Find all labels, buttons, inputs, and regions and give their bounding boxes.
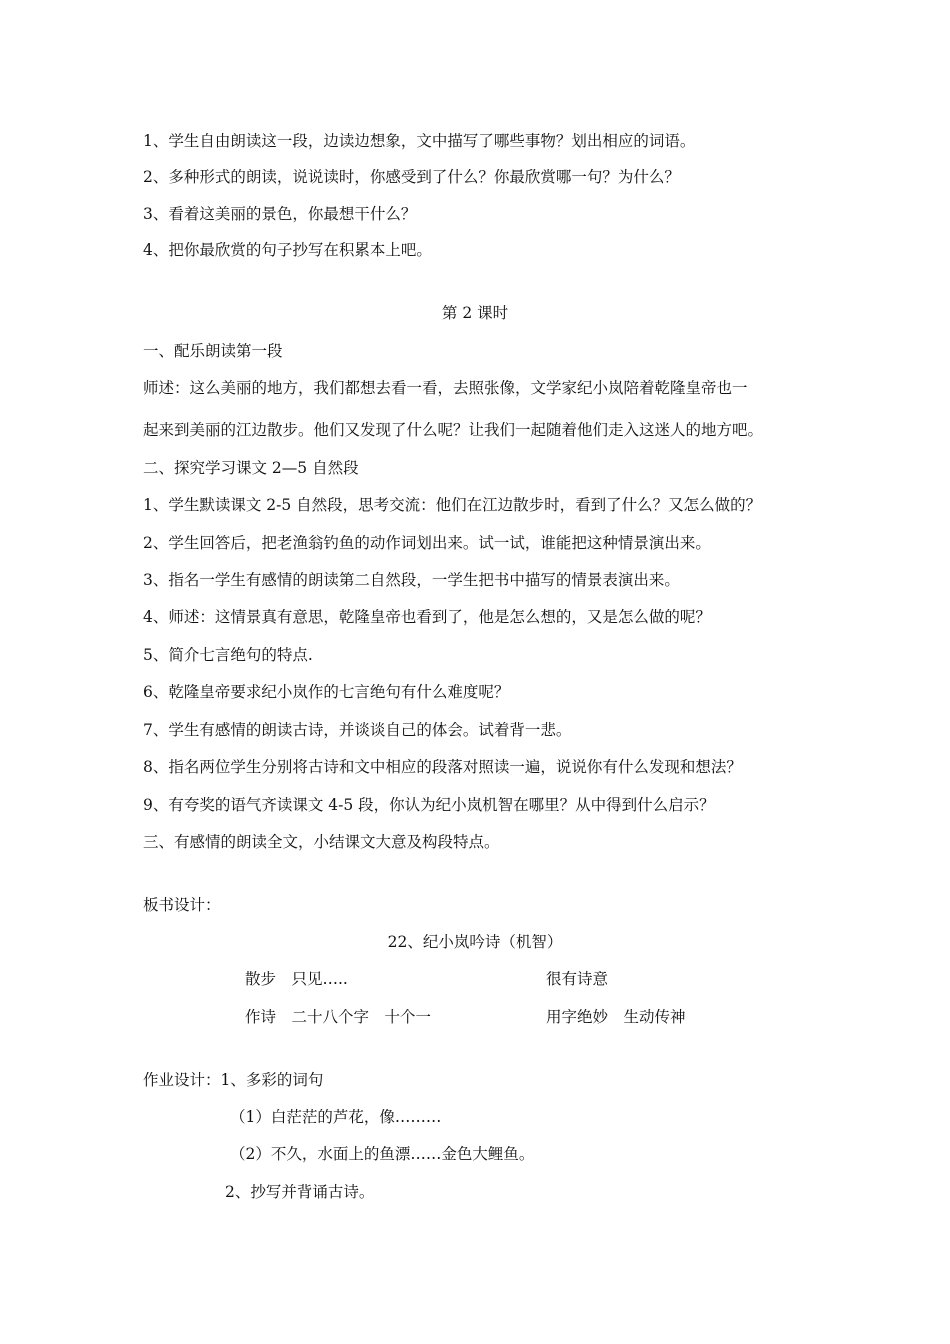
- section2-item-2: 2、学生回答后，把老渔翁钓鱼的动作词划出来。试一试，谁能把这种情景演出来。: [143, 534, 711, 552]
- homework-sub2: （2）不久，水面上的鱼漂……金色大鲤鱼。: [230, 1145, 535, 1163]
- section2-item-7: 7、学生有感情的朗读古诗，并谈谈自己的体会。试着背一悲。: [143, 721, 572, 739]
- intro-item-4: 4、把你最欣赏的句子抄写在积累本上吧。: [143, 241, 432, 259]
- homework-label: 作业设计：1、多彩的词句: [143, 1071, 324, 1089]
- section2-item-9: 9、有夸奖的语气齐读课文 4-5 段，你认为纪小岚机智在哪里？从中得到什么启示？: [143, 796, 715, 814]
- section2-item-8: 8、指名两位学生分别将古诗和文中相应的段落对照读一遍，说说你有什么发现和想法？: [143, 758, 742, 776]
- lesson-title: 第 2 课时: [441, 304, 509, 322]
- section2-heading: 二、探究学习课文 2—5 自然段: [143, 459, 359, 477]
- section2-item-1: 1、学生默读课文 2-5 自然段，思考交流：他们在江边散步时，看到了什么？又怎么做的？: [143, 496, 762, 514]
- intro-item-3: 3、看着这美丽的景色，你最想干什么？: [143, 205, 417, 223]
- board-design-label: 板书设计：: [143, 896, 221, 914]
- section2-item-5: 5、简介七言绝句的特点.: [143, 646, 313, 664]
- section1-heading: 一、配乐朗读第一段: [143, 342, 283, 360]
- intro-item-1: 1、学生自由朗读这一段，边读边想象，文中描写了哪些事物？划出相应的词语。: [143, 132, 696, 150]
- board-row2-right: 用字绝妙 生动传神: [546, 1008, 686, 1026]
- intro-item-2: 2、多种形式的朗读，说说读时，你感受到了什么？你最欣赏哪一句？为什么？: [143, 168, 680, 186]
- section2-item-4: 4、师述：这情景真有意思，乾隆皇帝也看到了，他是怎么想的，又是怎么做的呢？: [143, 608, 711, 626]
- section2-item-3: 3、指名一学生有感情的朗读第二自然段，一学生把书中描写的情景表演出来。: [143, 571, 680, 589]
- board-row2-left: 作诗 二十八个字 十个一: [245, 1008, 432, 1026]
- board-title: 22、纪小岚吟诗（机智）: [387, 933, 563, 951]
- homework-sub1: （1）白茫茫的芦花，像………: [230, 1108, 442, 1126]
- board-row1-right: 很有诗意: [546, 970, 609, 988]
- homework-item2: 2、抄写并背诵古诗。: [225, 1183, 375, 1201]
- board-row1-left: 散步 只见…..: [245, 970, 348, 988]
- section3-heading: 三、有感情的朗读全文，小结课文大意及构段特点。: [143, 833, 500, 851]
- section2-item-6: 6、乾隆皇帝要求纪小岚作的七言绝句有什么难度呢？: [143, 683, 510, 701]
- teacher-narration-line1: 师述：这么美丽的地方，我们都想去看一看，去照张像，文学家纪小岚陪着乾隆皇帝也一: [143, 379, 748, 397]
- teacher-narration-line2: 起来到美丽的江边散步。他们又发现了什么呢？让我们一起随着他们走入这迷人的地方吧。: [143, 421, 764, 439]
